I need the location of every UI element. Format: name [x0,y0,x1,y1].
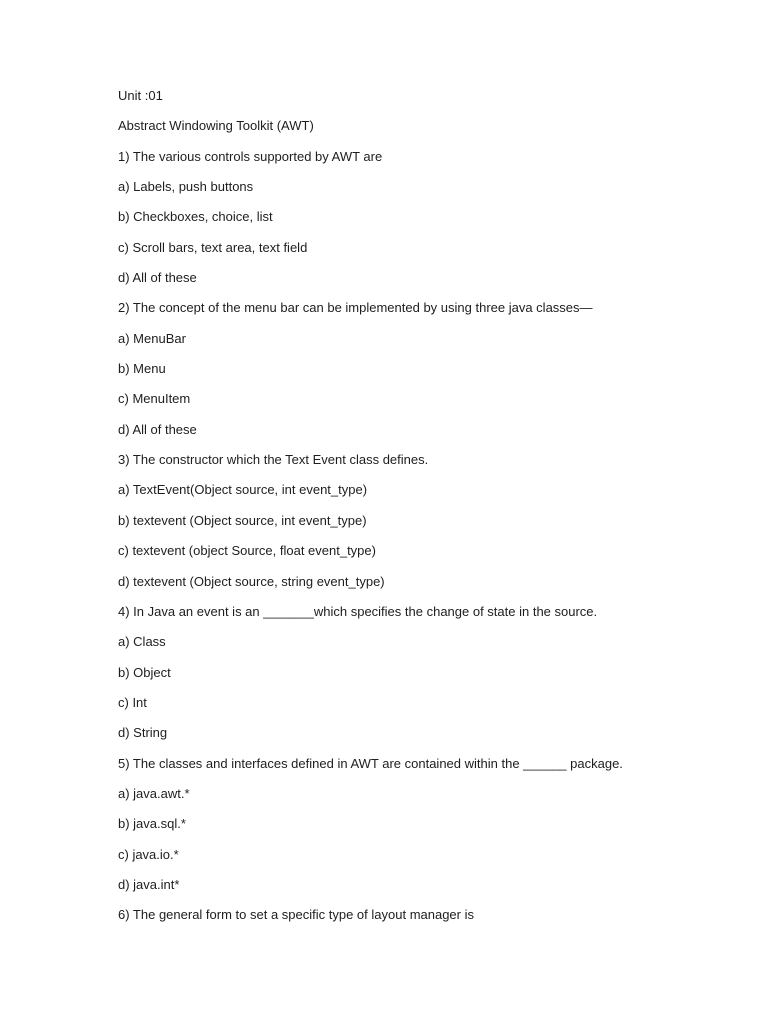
question-prompt: 6) The general form to set a specific type of layout manager is [118,907,474,923]
option-b: b) textevent (Object source, int event_type) [118,512,367,528]
option-c: c) textevent (object Source, float event_type) [118,543,376,559]
option-d: d) java.int* [118,876,180,892]
question-3 [118,451,738,590]
option-d: d) String [118,725,168,741]
question-1 [118,148,738,287]
option-a: a) Labels, push buttons [118,179,254,195]
option-c: c) Int [118,694,147,710]
option-d: d) All of these [118,270,197,286]
question-prompt: 1) The various controls supported by AWT are [118,148,383,164]
question-prompt: 5) The classes and interfaces defined in AWT are contained within the ______ package. [118,755,623,771]
document-page [118,87,738,937]
option-a: a) Class [118,634,166,650]
option-c: c) MenuItem [118,391,191,407]
question-6 [118,906,738,924]
option-b: b) Object [118,664,171,680]
question-prompt: 3) The constructor which the Text Event class defines. [118,452,429,468]
option-b: b) Checkboxes, choice, list [118,209,273,225]
question-prompt: 4) In Java an event is an _______which specifies the change of state in the source. [118,603,598,619]
question-prompt: 2) The concept of the menu bar can be implemented by using three java classes— [118,300,593,316]
topic-heading: Abstract Windowing Toolkit (AWT) [118,118,314,134]
option-d: d) textevent (Object source, string event_type) [118,573,385,589]
option-c: c) Scroll bars, text area, text field [118,239,308,255]
option-b: b) java.sql.* [118,816,186,832]
option-d: d) All of these [118,421,197,437]
option-b: b) Menu [118,361,166,377]
option-c: c) java.io.* [118,846,179,862]
unit-heading: Unit :01 [118,88,163,103]
option-a: a) TextEvent(Object source, int event_type) [118,482,368,498]
question-5 [118,755,738,894]
option-a: a) java.awt.* [118,785,190,801]
question-2 [118,299,738,438]
question-4 [118,603,738,742]
option-a: a) MenuBar [118,330,186,346]
